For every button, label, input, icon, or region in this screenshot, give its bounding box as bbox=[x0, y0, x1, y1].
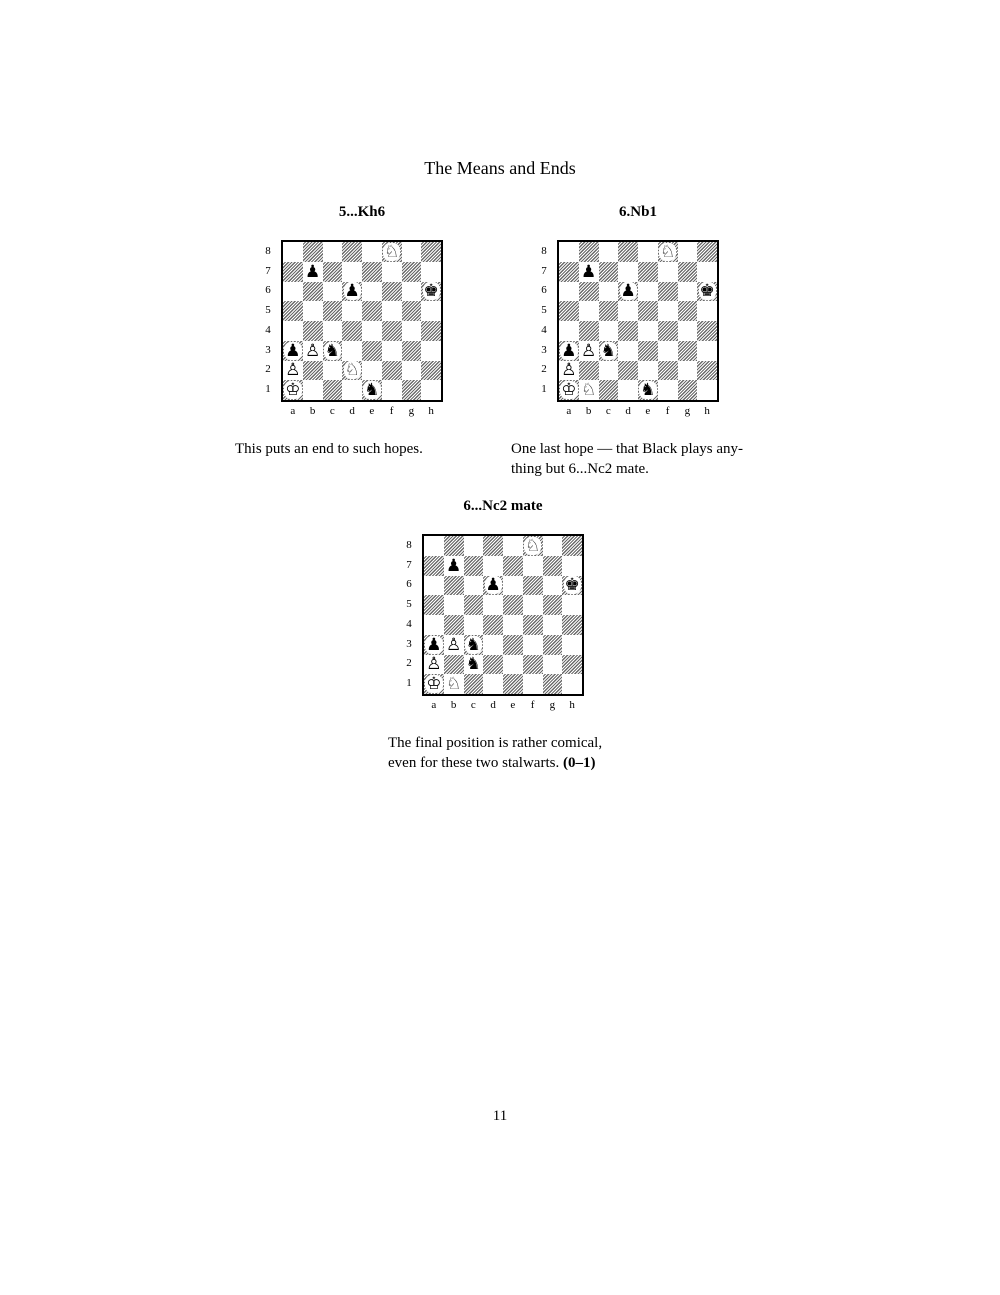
white-king-icon: ♔ bbox=[426, 674, 442, 695]
square-e6 bbox=[362, 282, 382, 302]
black-knight-icon: ♞ bbox=[324, 340, 340, 361]
square-c2 bbox=[464, 655, 484, 675]
square-c5 bbox=[464, 595, 484, 615]
square-h5 bbox=[421, 301, 441, 321]
square-h3 bbox=[697, 341, 717, 361]
square-a7 bbox=[283, 262, 303, 282]
square-c4 bbox=[323, 321, 343, 341]
square-f6 bbox=[658, 282, 678, 302]
square-f4 bbox=[382, 321, 402, 341]
white-pawn-icon: ♙ bbox=[561, 360, 577, 381]
square-g6 bbox=[678, 282, 698, 302]
square-a2 bbox=[559, 361, 579, 381]
rank-label: 5 bbox=[541, 304, 547, 317]
rank-label: 7 bbox=[541, 264, 547, 277]
rank-label: 1 bbox=[541, 383, 547, 396]
square-a2 bbox=[424, 655, 444, 675]
square-d6 bbox=[342, 282, 362, 302]
square-f6 bbox=[523, 576, 543, 596]
square-c2 bbox=[599, 361, 619, 381]
rank-label: 5 bbox=[406, 598, 412, 611]
square-b2 bbox=[303, 361, 323, 381]
square-a5 bbox=[559, 301, 579, 321]
black-pawn-icon: ♟ bbox=[305, 261, 321, 282]
square-h1 bbox=[562, 674, 582, 694]
square-b5 bbox=[579, 301, 599, 321]
caption-line: The final position is rather comical, bbox=[388, 735, 603, 751]
square-b8 bbox=[444, 536, 464, 556]
square-b3 bbox=[579, 341, 599, 361]
square-a4 bbox=[559, 321, 579, 341]
square-b8 bbox=[579, 242, 599, 262]
square-g5 bbox=[678, 301, 698, 321]
rank-label: 2 bbox=[265, 363, 271, 376]
square-f3 bbox=[523, 635, 543, 655]
square-a8 bbox=[283, 242, 303, 262]
square-c4 bbox=[599, 321, 619, 341]
square-a7 bbox=[559, 262, 579, 282]
black-pawn-icon: ♟ bbox=[620, 281, 636, 302]
square-d2 bbox=[342, 361, 362, 381]
square-a3 bbox=[559, 341, 579, 361]
square-h5 bbox=[697, 301, 717, 321]
square-a2 bbox=[283, 361, 303, 381]
black-knight-icon: ♞ bbox=[465, 634, 481, 655]
file-label: b bbox=[450, 699, 457, 711]
rank-label: 8 bbox=[541, 244, 547, 257]
rank-label: 5 bbox=[265, 304, 271, 317]
square-e4 bbox=[503, 615, 523, 635]
file-label: h bbox=[704, 405, 710, 417]
white-knight-icon: ♘ bbox=[384, 241, 400, 262]
square-e2 bbox=[638, 361, 658, 381]
square-g3 bbox=[543, 635, 563, 655]
white-knight-icon: ♘ bbox=[581, 380, 597, 401]
square-e6 bbox=[503, 576, 523, 596]
file-label: h bbox=[428, 405, 434, 417]
file-label: d bbox=[625, 405, 631, 417]
black-king-icon: ♚ bbox=[423, 281, 439, 302]
square-c7 bbox=[464, 556, 484, 576]
square-d1 bbox=[342, 380, 362, 400]
black-pawn-icon: ♟ bbox=[285, 340, 301, 361]
square-g4 bbox=[678, 321, 698, 341]
square-e3 bbox=[503, 635, 523, 655]
square-b3 bbox=[444, 635, 464, 655]
square-c4 bbox=[464, 615, 484, 635]
square-f3 bbox=[382, 341, 402, 361]
square-b6 bbox=[303, 282, 323, 302]
square-c6 bbox=[323, 282, 343, 302]
square-e2 bbox=[503, 655, 523, 675]
square-d3 bbox=[618, 341, 638, 361]
square-h4 bbox=[697, 321, 717, 341]
square-h4 bbox=[562, 615, 582, 635]
square-e1 bbox=[503, 674, 523, 694]
square-g1 bbox=[402, 380, 422, 400]
square-e8 bbox=[638, 242, 658, 262]
caption-diagram-3 bbox=[388, 733, 648, 773]
square-f1 bbox=[382, 380, 402, 400]
square-c3 bbox=[599, 341, 619, 361]
square-a3 bbox=[424, 635, 444, 655]
square-c8 bbox=[599, 242, 619, 262]
square-g8 bbox=[402, 242, 422, 262]
file-label: c bbox=[329, 405, 335, 417]
square-b1 bbox=[579, 380, 599, 400]
square-h1 bbox=[697, 380, 717, 400]
square-e8 bbox=[503, 536, 523, 556]
square-b4 bbox=[579, 321, 599, 341]
rank-label: 3 bbox=[265, 343, 271, 356]
square-h6 bbox=[421, 282, 441, 302]
square-h7 bbox=[697, 262, 717, 282]
square-e1 bbox=[638, 380, 658, 400]
square-g5 bbox=[402, 301, 422, 321]
square-f8 bbox=[382, 242, 402, 262]
file-label: g bbox=[408, 405, 415, 417]
black-pawn-icon: ♟ bbox=[344, 281, 360, 302]
square-h6 bbox=[562, 576, 582, 596]
square-b4 bbox=[444, 615, 464, 635]
rank-label: 2 bbox=[406, 657, 412, 670]
square-d7 bbox=[618, 262, 638, 282]
file-label: f bbox=[665, 405, 670, 417]
white-pawn-icon: ♙ bbox=[581, 340, 597, 361]
square-c6 bbox=[464, 576, 484, 596]
square-b4 bbox=[303, 321, 323, 341]
chess-diagram-3 bbox=[402, 534, 584, 714]
square-c8 bbox=[323, 242, 343, 262]
chess-diagram-1 bbox=[261, 240, 443, 420]
rank-label: 1 bbox=[265, 383, 271, 396]
square-c2 bbox=[323, 361, 343, 381]
square-b6 bbox=[444, 576, 464, 596]
file-label: a bbox=[566, 405, 572, 417]
square-b3 bbox=[303, 341, 323, 361]
square-g1 bbox=[543, 674, 563, 694]
square-e3 bbox=[638, 341, 658, 361]
caption-line: thing but 6...Nc2 mate. bbox=[511, 461, 649, 477]
square-e3 bbox=[362, 341, 382, 361]
square-c5 bbox=[323, 301, 343, 321]
caption-diagram-2 bbox=[511, 439, 781, 479]
file-label: f bbox=[530, 699, 535, 711]
black-knight-icon: ♞ bbox=[640, 380, 656, 401]
white-pawn-icon: ♙ bbox=[426, 654, 442, 675]
square-g4 bbox=[543, 615, 563, 635]
square-f6 bbox=[382, 282, 402, 302]
file-label: b bbox=[585, 405, 592, 417]
white-pawn-icon: ♙ bbox=[446, 634, 462, 655]
square-g3 bbox=[402, 341, 422, 361]
rank-label: 8 bbox=[406, 538, 412, 551]
square-b5 bbox=[444, 595, 464, 615]
square-c1 bbox=[323, 380, 343, 400]
rank-label: 6 bbox=[265, 284, 271, 297]
white-knight-icon: ♘ bbox=[525, 535, 541, 556]
square-f8 bbox=[658, 242, 678, 262]
rank-label: 4 bbox=[406, 617, 412, 630]
square-c6 bbox=[599, 282, 619, 302]
file-label: b bbox=[309, 405, 316, 417]
square-f3 bbox=[658, 341, 678, 361]
square-d7 bbox=[483, 556, 503, 576]
square-e4 bbox=[638, 321, 658, 341]
square-a8 bbox=[559, 242, 579, 262]
square-g5 bbox=[543, 595, 563, 615]
square-b5 bbox=[303, 301, 323, 321]
white-king-icon: ♔ bbox=[561, 380, 577, 401]
square-g7 bbox=[678, 262, 698, 282]
square-e7 bbox=[638, 262, 658, 282]
square-e7 bbox=[503, 556, 523, 576]
square-g8 bbox=[543, 536, 563, 556]
game-result: (0–1) bbox=[562, 755, 596, 771]
square-c3 bbox=[323, 341, 343, 361]
file-label: e bbox=[645, 405, 651, 417]
square-c5 bbox=[599, 301, 619, 321]
page-number: 11 bbox=[492, 1108, 508, 1124]
square-a3 bbox=[283, 341, 303, 361]
rank-label: 6 bbox=[541, 284, 547, 297]
white-pawn-icon: ♙ bbox=[285, 360, 301, 381]
square-f8 bbox=[523, 536, 543, 556]
square-g2 bbox=[678, 361, 698, 381]
square-d1 bbox=[618, 380, 638, 400]
square-d1 bbox=[483, 674, 503, 694]
square-d4 bbox=[618, 321, 638, 341]
square-c7 bbox=[599, 262, 619, 282]
black-pawn-icon: ♟ bbox=[446, 555, 462, 576]
square-g7 bbox=[402, 262, 422, 282]
square-h8 bbox=[421, 242, 441, 262]
square-b7 bbox=[444, 556, 464, 576]
black-pawn-icon: ♟ bbox=[426, 634, 442, 655]
square-g4 bbox=[402, 321, 422, 341]
square-b2 bbox=[579, 361, 599, 381]
square-g1 bbox=[678, 380, 698, 400]
square-b1 bbox=[303, 380, 323, 400]
square-g8 bbox=[678, 242, 698, 262]
square-f1 bbox=[658, 380, 678, 400]
black-pawn-icon: ♟ bbox=[561, 340, 577, 361]
square-f4 bbox=[658, 321, 678, 341]
rank-label: 8 bbox=[265, 244, 271, 257]
square-a6 bbox=[559, 282, 579, 302]
file-label: d bbox=[490, 699, 496, 711]
square-f5 bbox=[658, 301, 678, 321]
file-label: d bbox=[349, 405, 355, 417]
file-label: h bbox=[569, 699, 575, 711]
square-d8 bbox=[342, 242, 362, 262]
square-f7 bbox=[523, 556, 543, 576]
square-d5 bbox=[483, 595, 503, 615]
square-b1 bbox=[444, 674, 464, 694]
square-d3 bbox=[483, 635, 503, 655]
square-h8 bbox=[697, 242, 717, 262]
square-f5 bbox=[523, 595, 543, 615]
rank-label: 3 bbox=[406, 637, 412, 650]
square-e8 bbox=[362, 242, 382, 262]
square-d4 bbox=[483, 615, 503, 635]
square-f7 bbox=[658, 262, 678, 282]
square-d2 bbox=[618, 361, 638, 381]
black-knight-icon: ♞ bbox=[600, 340, 616, 361]
square-c1 bbox=[599, 380, 619, 400]
square-h8 bbox=[562, 536, 582, 556]
file-label: c bbox=[605, 405, 611, 417]
square-f2 bbox=[658, 361, 678, 381]
square-f5 bbox=[382, 301, 402, 321]
caption-text: This puts an end to such hopes. bbox=[235, 441, 423, 457]
file-label: g bbox=[549, 699, 556, 711]
square-a8 bbox=[424, 536, 444, 556]
rank-label: 6 bbox=[406, 578, 412, 591]
rank-label: 2 bbox=[541, 363, 547, 376]
square-g2 bbox=[543, 655, 563, 675]
black-knight-icon: ♞ bbox=[465, 654, 481, 675]
white-king-icon: ♔ bbox=[285, 380, 301, 401]
square-h2 bbox=[562, 655, 582, 675]
file-label: f bbox=[389, 405, 394, 417]
square-a4 bbox=[283, 321, 303, 341]
file-label: e bbox=[369, 405, 375, 417]
square-d5 bbox=[342, 301, 362, 321]
square-d5 bbox=[618, 301, 638, 321]
square-a7 bbox=[424, 556, 444, 576]
square-g6 bbox=[543, 576, 563, 596]
square-e5 bbox=[362, 301, 382, 321]
square-h7 bbox=[421, 262, 441, 282]
chess-board bbox=[422, 534, 584, 696]
square-b7 bbox=[303, 262, 323, 282]
square-h3 bbox=[421, 341, 441, 361]
square-h2 bbox=[421, 361, 441, 381]
caption-diagram-1 bbox=[235, 439, 485, 459]
square-a1 bbox=[283, 380, 303, 400]
square-e2 bbox=[362, 361, 382, 381]
white-knight-icon: ♘ bbox=[446, 674, 462, 695]
square-e4 bbox=[362, 321, 382, 341]
square-g2 bbox=[402, 361, 422, 381]
chess-board bbox=[557, 240, 719, 402]
square-d6 bbox=[618, 282, 638, 302]
square-c3 bbox=[464, 635, 484, 655]
square-d4 bbox=[342, 321, 362, 341]
square-h5 bbox=[562, 595, 582, 615]
file-label: c bbox=[470, 699, 476, 711]
square-a1 bbox=[424, 674, 444, 694]
file-label: a bbox=[290, 405, 296, 417]
square-c7 bbox=[323, 262, 343, 282]
square-d8 bbox=[618, 242, 638, 262]
square-a6 bbox=[283, 282, 303, 302]
rank-label: 7 bbox=[406, 558, 412, 571]
black-pawn-icon: ♟ bbox=[485, 575, 501, 596]
square-h7 bbox=[562, 556, 582, 576]
square-f1 bbox=[523, 674, 543, 694]
file-label: e bbox=[510, 699, 516, 711]
square-a4 bbox=[424, 615, 444, 635]
rank-label: 4 bbox=[541, 323, 547, 336]
rank-label: 7 bbox=[265, 264, 271, 277]
square-b2 bbox=[444, 655, 464, 675]
square-e7 bbox=[362, 262, 382, 282]
square-h3 bbox=[562, 635, 582, 655]
square-f7 bbox=[382, 262, 402, 282]
square-a5 bbox=[283, 301, 303, 321]
rank-label: 1 bbox=[406, 677, 412, 690]
black-pawn-icon: ♟ bbox=[581, 261, 597, 282]
chess-board bbox=[281, 240, 443, 402]
diagram-3-title: 6...Nc2 mate bbox=[463, 498, 543, 514]
square-e1 bbox=[362, 380, 382, 400]
square-c8 bbox=[464, 536, 484, 556]
square-e6 bbox=[638, 282, 658, 302]
square-g6 bbox=[402, 282, 422, 302]
file-label: g bbox=[684, 405, 691, 417]
white-pawn-icon: ♙ bbox=[305, 340, 321, 361]
square-a1 bbox=[559, 380, 579, 400]
square-e5 bbox=[503, 595, 523, 615]
square-h2 bbox=[697, 361, 717, 381]
square-d2 bbox=[483, 655, 503, 675]
square-f2 bbox=[523, 655, 543, 675]
square-b7 bbox=[579, 262, 599, 282]
chess-diagram-2 bbox=[537, 240, 719, 420]
square-d7 bbox=[342, 262, 362, 282]
square-f4 bbox=[523, 615, 543, 635]
caption-text: even for these two stalwarts. bbox=[388, 755, 560, 771]
black-knight-icon: ♞ bbox=[364, 380, 380, 401]
square-a5 bbox=[424, 595, 444, 615]
square-h6 bbox=[697, 282, 717, 302]
running-head: The Means and Ends bbox=[424, 158, 576, 178]
square-h4 bbox=[421, 321, 441, 341]
square-b6 bbox=[579, 282, 599, 302]
square-d3 bbox=[342, 341, 362, 361]
square-g3 bbox=[678, 341, 698, 361]
square-e5 bbox=[638, 301, 658, 321]
square-h1 bbox=[421, 380, 441, 400]
rank-label: 4 bbox=[265, 323, 271, 336]
square-b8 bbox=[303, 242, 323, 262]
square-f2 bbox=[382, 361, 402, 381]
black-king-icon: ♚ bbox=[564, 575, 580, 596]
square-d6 bbox=[483, 576, 503, 596]
diagram-1-title: 5...Kh6 bbox=[338, 204, 386, 220]
diagram-2-title: 6.Nb1 bbox=[619, 204, 657, 220]
caption-line bbox=[388, 753, 648, 773]
white-knight-icon: ♘ bbox=[344, 360, 360, 381]
white-knight-icon: ♘ bbox=[660, 241, 676, 262]
black-king-icon: ♚ bbox=[699, 281, 715, 302]
square-g7 bbox=[543, 556, 563, 576]
square-d8 bbox=[483, 536, 503, 556]
square-c1 bbox=[464, 674, 484, 694]
file-label: a bbox=[431, 699, 437, 711]
square-a6 bbox=[424, 576, 444, 596]
caption-line: One last hope — that Black plays any- bbox=[511, 441, 744, 457]
rank-label: 3 bbox=[541, 343, 547, 356]
